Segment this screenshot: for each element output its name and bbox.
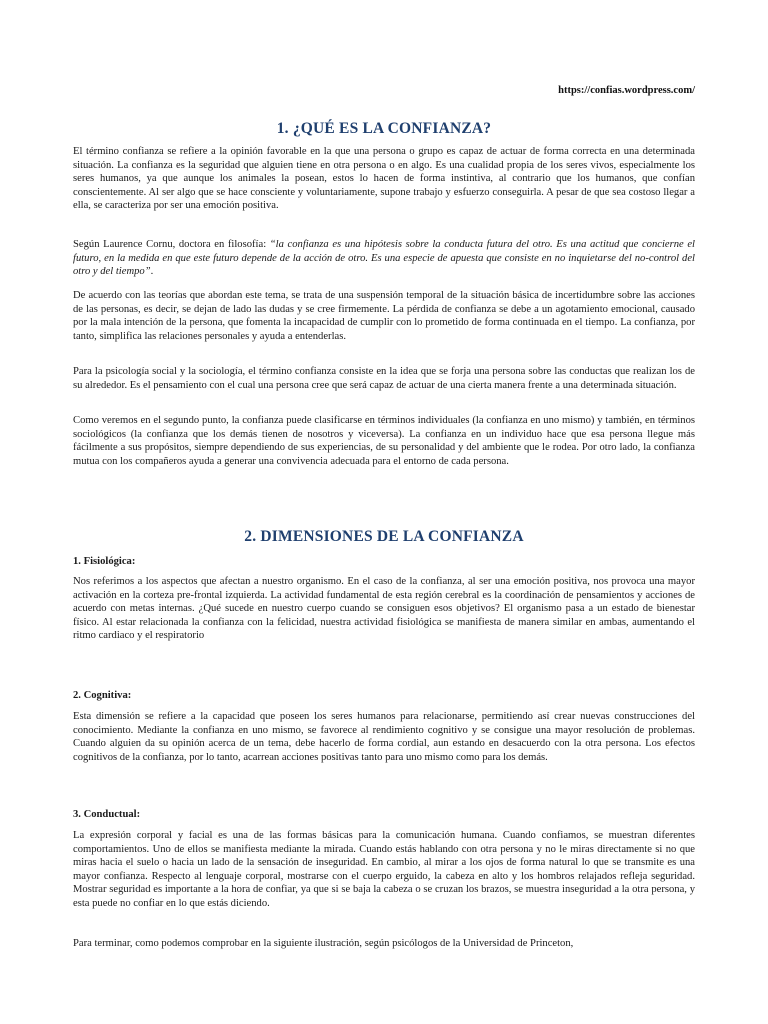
closing-paragraph: Para terminar, como podemos comprobar en la siguiente ilustración, según psicólogos de la Universidad de Princeton, xyxy=(73,938,574,949)
subheading-conductual: 3. Conductual: xyxy=(73,809,141,820)
section-1-title: 1. ¿QUÉ ES LA CONFIANZA? xyxy=(276,120,492,137)
section-1-paragraph-5: Como veremos en el segundo punto, la confianza puede clasificarse en términos individuales (la confianza en uno mismo) y también, en términos sociológicos (la confianza que los demás tienen de nosotros y viceversa). La confianza en un individuo hace que esa persona llegue más fácilmente a sus propósitos, siempre dependiendo de sus experiencias, de su personalidad y del ambiente que le rodea. Por otro lado, la confianza mutua con los compañeros ayuda a generar una convivencia adecuada para el entorno de cada persona. xyxy=(73,415,695,467)
section-1-paragraph-4: Para la psicología social y la sociología, el término confianza consiste en la idea que se forja una persona sobre las conductas que realizan los de su alrededor. Es el pensamiento con el cual una persona cree que será capaz de actuar de una cierta manera frente a una determinada situación. xyxy=(73,366,695,391)
section-1-paragraph-2 xyxy=(73,238,695,279)
quote-text: “la confianza es una hipótesis sobre la conducta futura del otro. Es una actitud que concierne el futuro, en la medida en que este futuro depende de la acción de otro. Es una especie de apuesta que consiste en no inquietarse del no-control del otro y del tiempo” xyxy=(73,239,695,278)
conductual-paragraph: La expresión corporal y facial es una de las formas básicas para la comunicación humana. Cuando confiamos, se muestran diferentes comportamientos. Uno de ellos se manifiesta mediante la mirada. Cuando estás hablando con otra persona y no le miras directamente si no que miras hacia el suelo o hacia un lado de la sensación de inseguridad. En cambio, al mirar a los ojos de forma natural lo que se transmite es una mayor confianza. Respecto al lenguaje corporal, mostrarse con el cuerpo erguido, la cabeza en alto y los hombros relajados refleja seguridad. Mostrar seguridad es importante a la hora de confiar, ya que si se baja la cabeza o se cruzan los brazos, se muestra inseguridad a la otra persona, y esta puede no confiar en lo que estás diciendo. xyxy=(73,830,695,909)
fisiologica-paragraph: Nos referimos a los aspectos que afectan a nuestro organismo. En el caso de la confianza, al ser una emoción positiva, nos provoca una mayor activación en la corteza pre-frontal izquierda. La actividad fundamental de esta región cerebral es la coordinación de pensamientos y acciones de acuerdo con metas internas. ¿Qué sucede en nuestro cuerpo cuando se consiguen esos objetivos? El organismo pasa a un estado de bienestar físico. Al estar relacionada la confianza con la felicidad, nuestra actividad fisiológica se manifiesta de manera similar en ambas, aumentando el ritmo cardiaco y el respiratorio xyxy=(73,576,695,642)
section-1-paragraph-1: El término confianza se refiere a la opinión favorable en la que una persona o grupo es capaz de actuar de forma correcta en una determinada situación. La confianza es la seguridad que alguien tiene en otra persona o en algo. Es una cualidad propia de los seres vivos, especialmente los seres humanos, ya que aunque los animales la posean, estos lo hacen de forma instintiva, al contrario que los humanos, que confían conscientemente. Al ser algo que se hace consciente y voluntariamente, supone trabajo y esfuerzo conseguirla. A pesar de que sea costoso llegar a ella, se caracteriza por ser una emoción positiva. xyxy=(73,146,695,212)
source-url: https://confias.wordpress.com/ xyxy=(558,85,695,96)
quote-intro: Según Laurence Cornu, doctora en filosofía: xyxy=(73,239,270,250)
section-2-title: 2. DIMENSIONES DE LA CONFIANZA xyxy=(244,528,524,545)
subheading-cognitiva: 2. Cognitiva: xyxy=(73,690,132,701)
cognitiva-paragraph: Esta dimensión se refiere a la capacidad que poseen los seres humanos para relacionarse, permitiendo así crear nuevas construcciones del conocimiento. Mediante la confianza en uno mismo, se favorece al rendimiento cognitivo y se consigue una mayor resolución de problemas. Cuando alguien da su opinión acerca de un tema, debe hacerlo de forma cordial, aun estando en desacuerdo con la otra persona. Los efectos cognitivos de la confianza, por lo tanto, acarrean acciones positivas tanto para uno mismo como para los demás. xyxy=(73,711,695,763)
subheading-fisiologica: 1. Fisiológica: xyxy=(73,556,136,567)
quote-end: . xyxy=(150,266,154,278)
section-1-paragraph-3: De acuerdo con las teorías que abordan este tema, se trata de una suspensión temporal de la situación básica de incertidumbre sobre las acciones de las personas, es decir, se dejan de lado las dudas y se cree firmemente. La pérdida de confianza se debe a un agotamiento emocional, causado por la mala intención de la persona, que fomenta la incapacidad de cumplir con lo prometido de forma continuada en el tiempo. La confianza, por tanto, simplifica las relaciones personales y ayuda a entenderlas. xyxy=(73,290,695,342)
